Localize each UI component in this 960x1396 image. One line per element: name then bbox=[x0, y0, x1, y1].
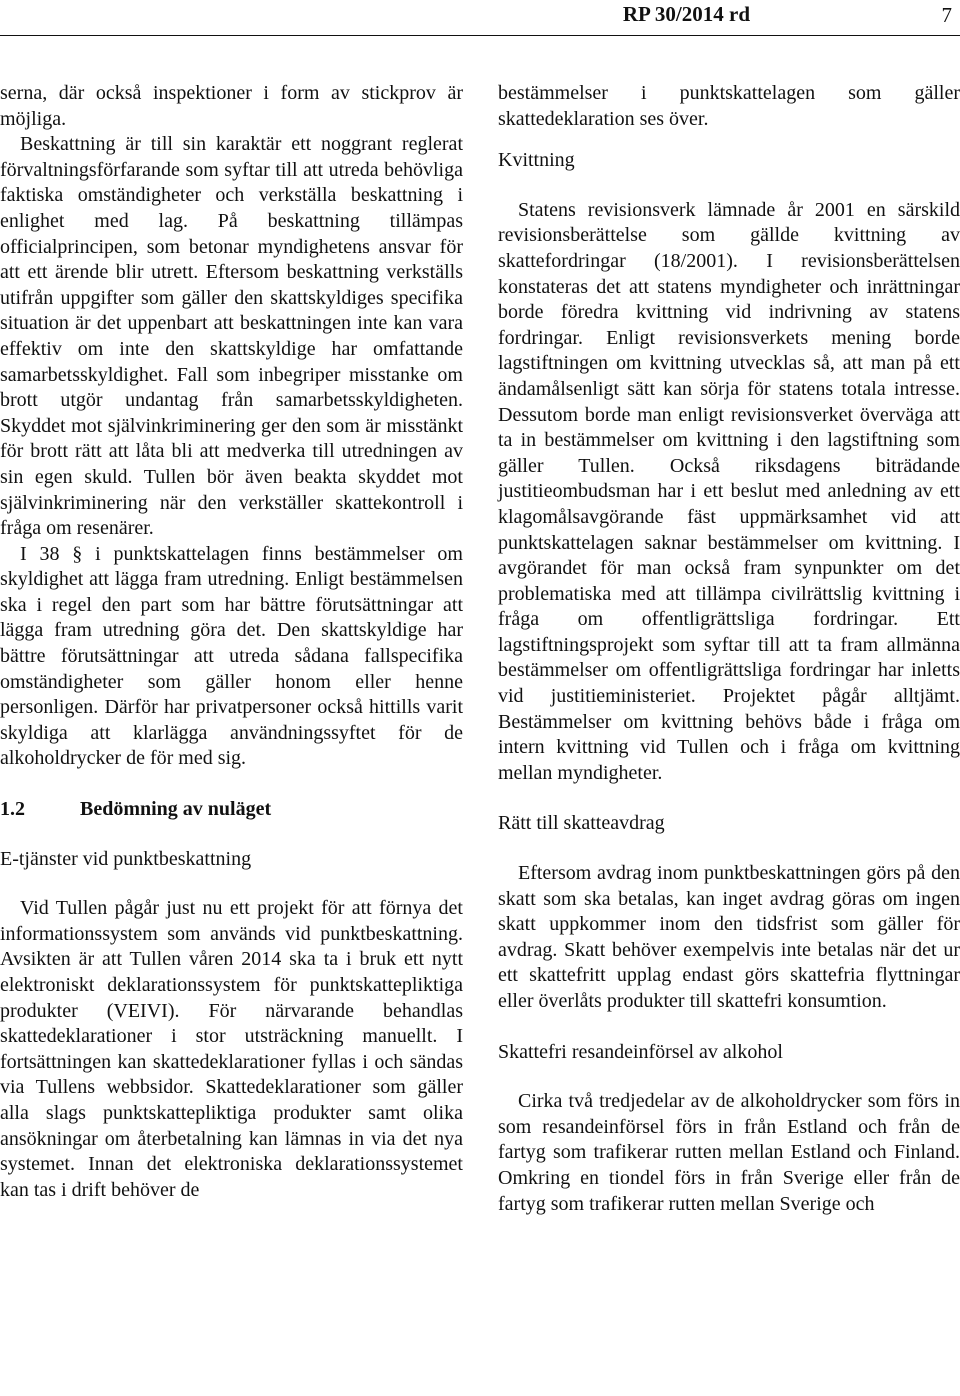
subheading: Kvittning bbox=[498, 149, 575, 172]
paragraph: Statens revisionsverk lämnade år 2001 en särskild revisionsberättelse som gällde kvittning av skattefordringar (18/2001). I revisionsberättelsen konstateras det att statens myndigheter och inrättningar borde föredra kvittning vid indrivning av statens fordringar. Enligt revisionsverkets mening borde lagstiftningen om kvittning utvecklas så, att man på ett ändamålsenligt sätt kan sörja för statens totala intresse. Dessutom borde man enligt revisionsverket överväga att ta in bestämmelser om kvittning i den lagstiftning som gäller Tullen. Också riksdagens biträdande justitieombudsman har i ett beslut med anledning av ett klagomålsavgörande fäst uppmärksamhet vid att punktskattelagen saknar bestämmelser om kvittning. I avgörandet för man också fram synpunkter om det problematiska med att tillämpa civilrättslig kvittning i fråga om offentligrättsliga fordringar. Ett lagstiftningsprojekt som syftar till att ta fram allmänna bestämmelser om offentligrättsliga fordringar har inletts vid justitieministeriet. Projektet pågår alltjämt. Bestämmelser om kvittning behövs både i fråga om intern kvittning vid Tullen och i fråga om kvittning mellan myndigheter. bbox=[498, 198, 960, 784]
header-rule bbox=[0, 35, 960, 36]
right-column bbox=[498, 81, 960, 1217]
section-title: Bedömning av nuläget bbox=[80, 798, 272, 821]
paragraph: serna, där också inspektioner i form av stickprov är möjliga. bbox=[0, 82, 463, 130]
page-header bbox=[0, 0, 960, 34]
report-id: RP 30/2014 rd bbox=[622, 2, 750, 26]
section-heading bbox=[0, 797, 463, 823]
paragraph: Vid Tullen pågår just nu ett projekt för att förnya det informationssystem som används vid punktbeskattning. Avsikten är att Tullen våren 2014 ska ta i bruk ett nytt elektroniskt deklarationssystem för punktskattepliktiga produkter (VEIVI). För närvarande behandlas skattedeklarationer i stor utsträckning manuellt. I fortsättningen kan skattedeklarationer fyllas i och sändas via Tullens webbsidor. Skattedeklarationer som gäller alla slags punktskattepliktiga produkter samt olika ansökningar om återbetalning kan lämnas in via det nya systemet. Innan det elektroniska deklarationssystemet kan tas i drift behöver de bbox=[0, 897, 463, 1201]
subheading: Rätt till skatteavdrag bbox=[498, 812, 665, 835]
paragraph: Eftersom avdrag inom punktbeskattningen görs på den skatt som ska betalas, kan inget avdrag göras om ingen skatt uppkommer inom den tidsfrist som gäller för avdrag. Skatt behöver exempelvis inte betalas när det ur ett skattefritt upplag endast görs skattefria flyttningar eller överlåts produkter till skattefri konsumtion. bbox=[498, 862, 960, 1012]
paragraph: bestämmelser i punktskattelagen som gäller skattedeklaration ses över. bbox=[498, 82, 960, 130]
paragraph: Cirka två tredjedelar av de alkoholdrycker som förs in som resandeinförsel förs in från Estland och från de fartyg som trafikerar rutten mellan Estland och Finland. Omkring en tiondel förs in från Sverige eller från de fartyg som trafikerar rutten mellan Sverige och bbox=[498, 1090, 960, 1215]
left-column bbox=[0, 81, 463, 1203]
page-number: 7 bbox=[941, 3, 952, 27]
subheading: Skattefri resandeinförsel av alkohol bbox=[498, 1040, 783, 1063]
subheading: E-tjänster vid punktbeskattning bbox=[0, 847, 252, 870]
paragraph: Beskattning är till sin karaktär ett noggrant reglerat förvaltningsförfarande som syftar till att utreda behövliga faktiska omständigheter och verkställa beskattning i enlighet med lag. På beskattning tillämpas officialprincipen, som betonar myndighetens ansvar för att ett ärende blir utrett. Eftersom beskattning verkställs utifrån uppgifter som gäller den skattskyldiges specifika situation är det uppenbart att beskattningen inte kan vara effektiv om inte den skattskyldige har omfattande samarbetsskyldighet. Fall som inbegriper misstanke om brott utgör undantag från samarbetsskyldigheten. Skyddet mot självinkriminering ger den som är misstänkt för brott rätt att låta bli att medverka till utredningen av sin egen skuld. Tullen bör även beakta skyddet mot självinkriminering när den verkställer skattekontroll i fråga om resenärer. bbox=[0, 133, 463, 540]
paragraph: I 38 § i punktskattelagen finns bestämmelser om skyldighet att lägga fram utredning. Enligt bestämmelsen ska i regel den part som har bättre förutsättningar att lägga fram utredning göra det. Den skattskyldige har bättre förutsättningar att utreda sådana fallspecifika omständigheter som gäller honom eller henne personligen. Därför har privatpersoner också hittills varit skyldiga att klarlägga användningssyftet för de alkoholdrycker de för med sig. bbox=[0, 542, 463, 770]
section-number: 1.2 bbox=[0, 798, 25, 821]
